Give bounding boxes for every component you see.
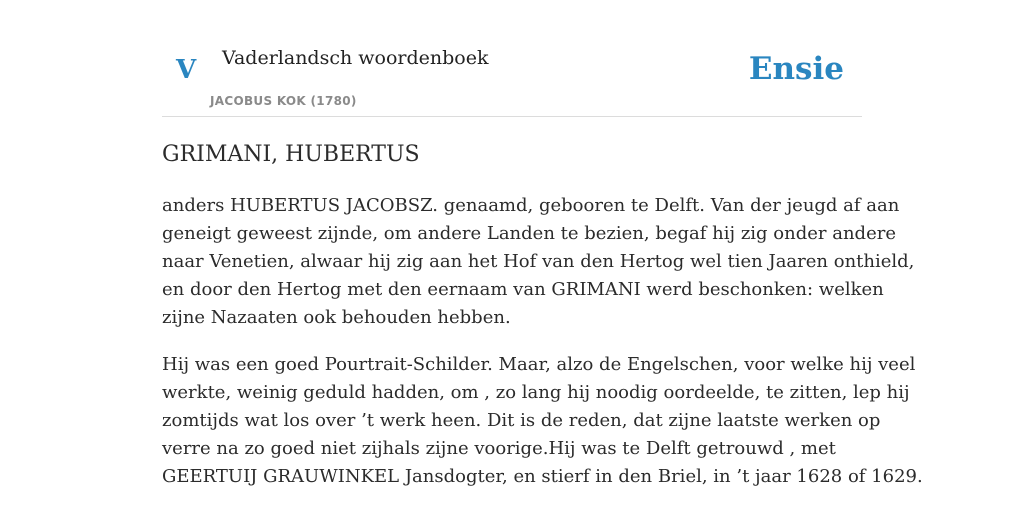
entry-body [162, 192, 923, 491]
entry-title: GRIMANI, HUBERTUS [162, 142, 420, 167]
book-title-link[interactable]: Vaderlandsch woordenboek [222, 47, 489, 69]
ensie-logo-link[interactable]: Ensie [748, 51, 844, 87]
paragraph-line: zomtijds wat los over ’t werk heen. Dit is de reden, dat zijne laatste werken op [162, 410, 881, 431]
paragraph-line: Hij was een goed Pourtrait-Schilder. Maar, alzo de Engelschen, voor welke hij veel [162, 354, 916, 375]
book-author: JACOBUS KOK (1780) [210, 94, 357, 108]
entry-paragraph [162, 351, 923, 491]
book-letter-badge[interactable]: V [176, 55, 197, 85]
paragraph-line: naar Venetien, alwaar hij zig aan het Hof van den Hertog wel tien Jaaren onthield, [162, 251, 915, 272]
paragraph-line: werkte, weinig geduld hadden, om , zo lang hij noodig oordeelde, te zitten, lep hij [162, 382, 910, 403]
entry-paragraph [162, 192, 915, 332]
book-header [162, 0, 862, 117]
paragraph-line: anders HUBERTUS JACOBSZ. genaamd, gebooren te Delft. Van der jeugd af aan [162, 195, 900, 216]
paragraph-line: en door den Hertog met den eernaam van GRIMANI werd beschonken: welken [162, 279, 884, 300]
paragraph-line: GEERTUIJ GRAUWINKEL Jansdogter, en stierf in den Briel, in ’t jaar 1628 of 1629. [162, 466, 923, 487]
paragraph-line: verre na zo goed niet zijhals zijne voorige.Hij was te Delft getrouwd , met [162, 438, 836, 459]
paragraph-line: zijne Nazaaten ook behouden hebben. [162, 307, 511, 328]
paragraph-line: geneigt geweest zijnde, om andere Landen te bezien, begaf hij zig onder andere [162, 223, 896, 244]
